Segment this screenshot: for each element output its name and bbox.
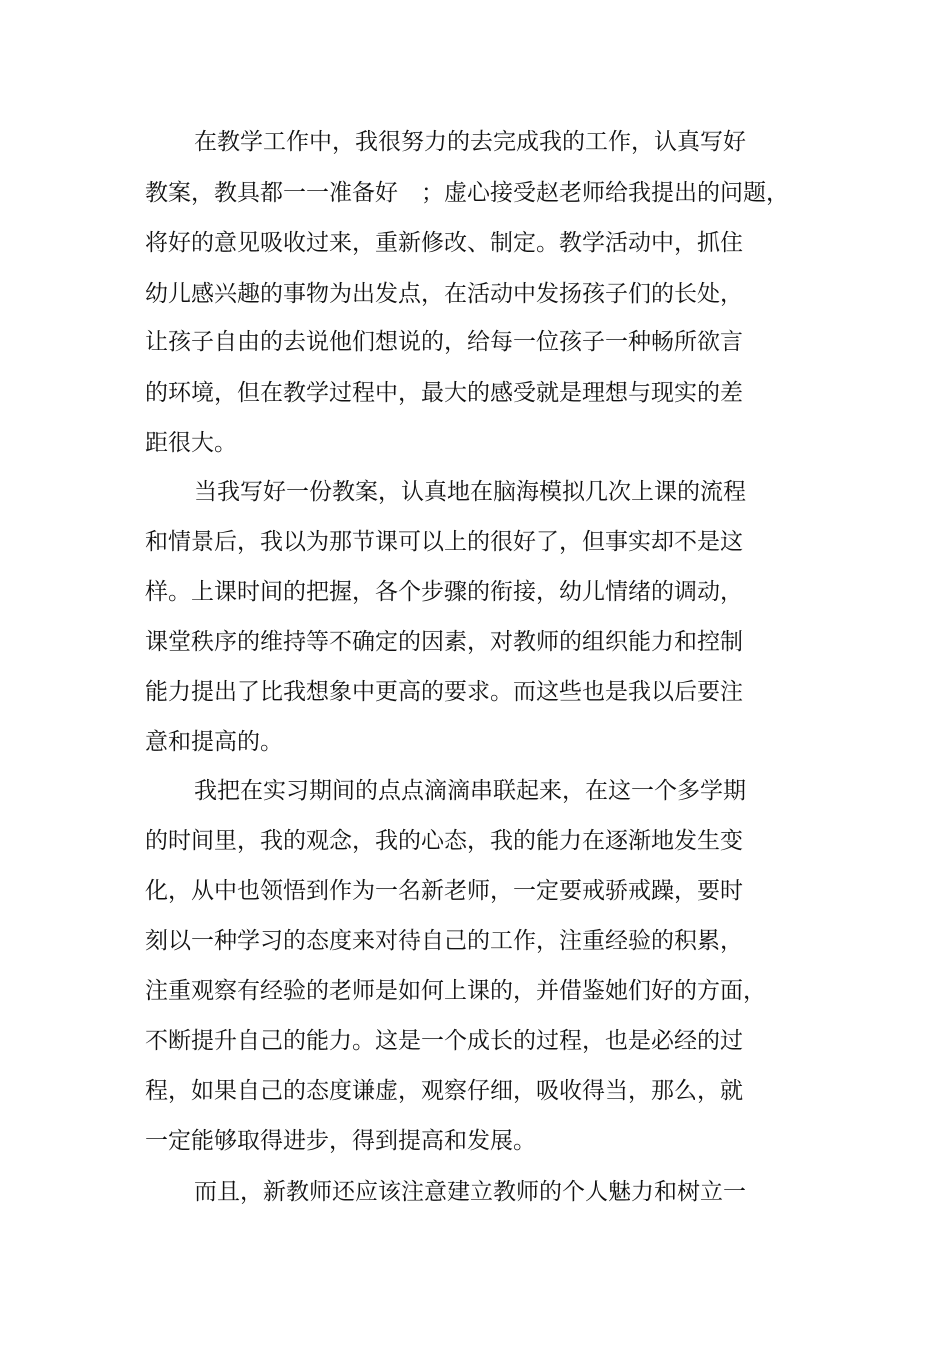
text-line: 幼儿感兴趣的事物为出发点，在活动中发扬孩子们的长处， <box>145 281 743 307</box>
text-line: 注重观察有经验的老师是如何上课的，并借鉴她们好的方面， <box>145 978 766 1004</box>
text-line: 化，从中也领悟到作为一名新老师，一定要戒骄戒躁，要时 <box>145 878 743 904</box>
text-line: 的环境，但在教学过程中，最大的感受就是理想与现实的差 <box>145 380 743 406</box>
text-line: 的时间里，我的观念，我的心态，我的能力在逐渐地发生变 <box>145 828 743 854</box>
text-line: 刻以一种学习的态度来对待自己的工作，注重经验的积累， <box>145 928 743 954</box>
text-line: 当我写好一份教案，认真地在脑海模拟几次上课的流程 <box>194 479 746 505</box>
text-line: 课堂秩序的维持等不确定的因素，对教师的组织能力和控制 <box>145 629 743 655</box>
text-line: 将好的意见吸收过来，重新修改、制定。教学活动中，抓住 <box>145 230 743 256</box>
text-line: 在教学工作中，我很努力的去完成我的工作，认真写好 <box>194 129 746 155</box>
text-line: 我把在实习期间的点点滴滴串联起来，在这一个多学期 <box>194 778 746 804</box>
text-line: 和情景后，我以为那节课可以上的很好了，但事实却不是这 <box>145 529 743 555</box>
text-line: 样。上课时间的把握，各个步骤的衔接，幼儿情绪的调动， <box>145 579 743 605</box>
text-line: 程，如果自己的态度谦虚，观察仔细，吸收得当，那么，就 <box>145 1078 743 1104</box>
text-line: 意和提高的。 <box>145 729 283 755</box>
text-line: 教案，教具都一一准备好 ；虚心接受赵老师给我提出的问题， <box>145 180 789 206</box>
text-line: 而且，新教师还应该注意建立教师的个人魅力和树立一 <box>194 1179 746 1205</box>
text-line: 能力提出了比我想象中更高的要求。而这些也是我以后要注 <box>145 679 743 705</box>
text-line: 一定能够取得进步，得到提高和发展。 <box>145 1128 536 1154</box>
text-line: 不断提升自己的能力。这是一个成长的过程，也是必经的过 <box>145 1028 743 1054</box>
text-line: 距很大。 <box>145 430 237 456</box>
text-line: 让孩子自由的去说他们想说的，给每一位孩子一种畅所欲言 <box>145 329 743 355</box>
